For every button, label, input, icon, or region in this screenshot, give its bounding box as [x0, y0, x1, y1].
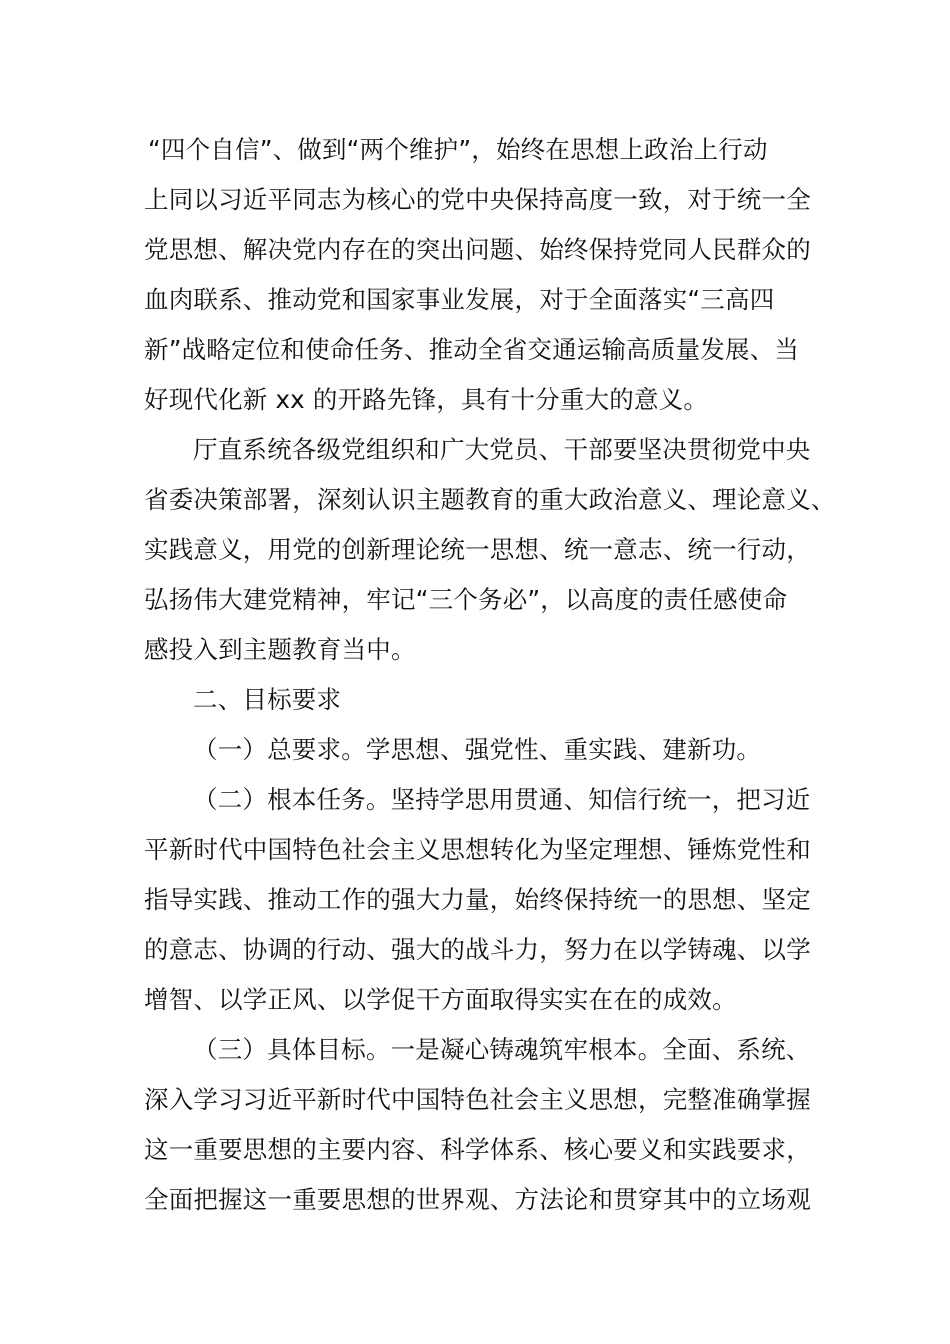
text-line: 上同以习近平同志为核心的党中央保持高度一致，对于统一全	[144, 185, 811, 214]
text-line: 新”战略定位和使命任务、推动全省交通运输高质量发展、当	[144, 335, 800, 364]
text-line: （二）根本任务。坚持学思用贯通、知信行统一，把习近	[193, 785, 811, 814]
section-heading: 二、目标要求	[193, 685, 342, 714]
text-line: 感投入到主题教育当中。	[144, 635, 416, 664]
text-line: 好现代化新 xx 的开路先锋，具有十分重大的意义。	[144, 385, 709, 414]
text-line: 厅直系统各级党组织和广大党员、干部要坚决贯彻党中央	[193, 435, 811, 464]
text-line: 的意志、协调的行动、强大的战斗力，努力在以学铸魂、以学	[144, 935, 811, 964]
text-line: 平新时代中国特色社会主义思想转化为坚定理想、锤炼党性和	[144, 835, 811, 864]
text-line: 实践意义，用党的创新理论统一思想、统一意志、统一行动，	[144, 535, 811, 564]
text-line: （三）具体目标。一是凝心铸魂筑牢根本。全面、系统、	[193, 1035, 811, 1064]
text-line: 省委决策部署，深刻认识主题教育的重大政治意义、理论意义、	[144, 485, 836, 514]
text-line: 这一重要思想的主要内容、科学体系、核心要义和实践要求，	[144, 1135, 811, 1164]
text-line: 指导实践、推动工作的强大力量，始终保持统一的思想、坚定	[144, 885, 811, 914]
text-line: 深入学习习近平新时代中国特色社会主义思想，完整准确掌握	[144, 1085, 811, 1114]
text-line: 弘扬伟大建党精神，牢记“三个务必”，以高度的责任感使命	[144, 585, 788, 614]
text-line: 血肉联系、推动党和国家事业发展，对于全面落实“三高四	[144, 285, 775, 314]
text-line: “四个自信”、做到“两个维护”，始终在思想上政治上行动	[148, 135, 768, 164]
text-line: 全面把握这一重要思想的世界观、方法论和贯穿其中的立场观	[144, 1185, 811, 1214]
text-line: （一）总要求。学思想、强党性、重实践、建新功。	[193, 735, 762, 764]
text-line: 增智、以学正风、以学促干方面取得实实在在的成效。	[144, 985, 737, 1014]
text-line: 党思想、解决党内存在的突出问题、始终保持党同人民群众的	[144, 235, 811, 264]
